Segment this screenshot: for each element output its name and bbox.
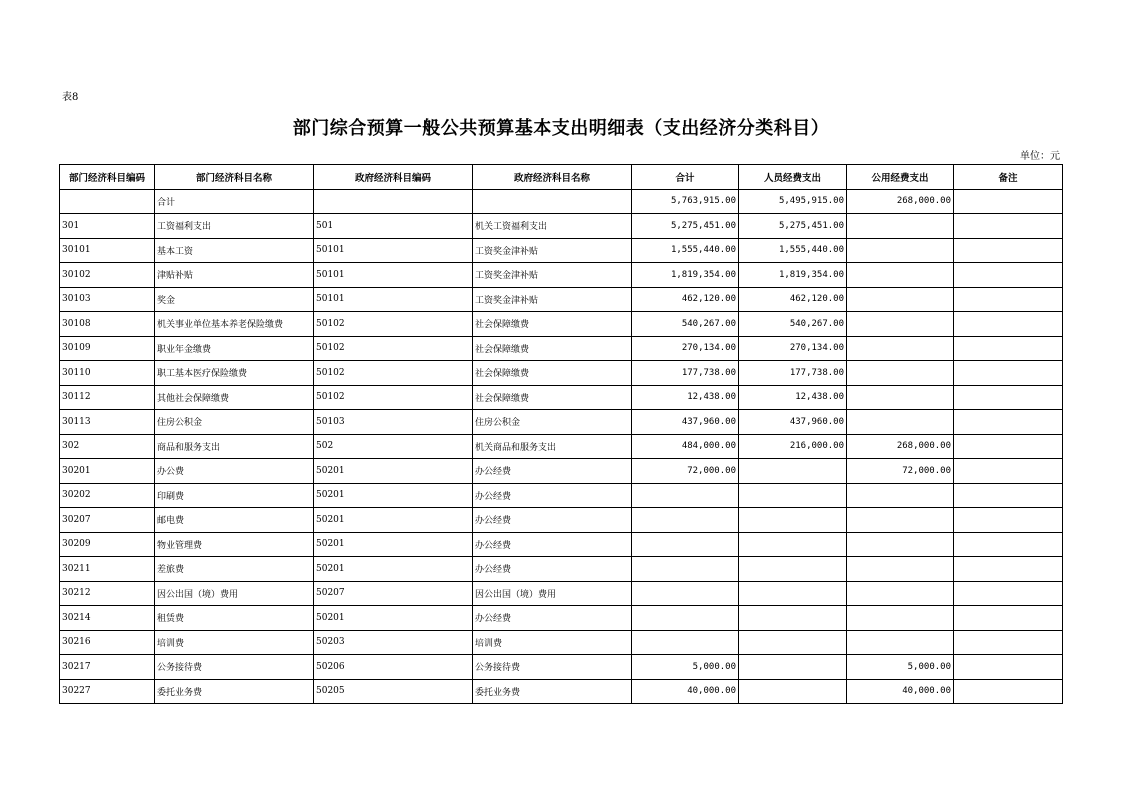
cell-personnel xyxy=(739,459,847,484)
cell-note xyxy=(954,336,1063,361)
cell-total: 540,267.00 xyxy=(632,312,739,337)
cell-personnel: 540,267.00 xyxy=(739,312,847,337)
cell-personnel xyxy=(739,581,847,606)
table-header-row xyxy=(60,165,1063,190)
header-total: 合计 xyxy=(632,165,739,190)
cell-dept-code: 30113 xyxy=(60,410,155,435)
cell-dept-name: 办公费 xyxy=(155,459,314,484)
cell-note xyxy=(954,581,1063,606)
cell-dept-name: 租赁费 xyxy=(155,606,314,631)
cell-personnel xyxy=(739,679,847,704)
cell-note xyxy=(954,434,1063,459)
table-row xyxy=(60,557,1063,582)
cell-gov-name: 培训费 xyxy=(473,630,632,655)
table-row xyxy=(60,214,1063,239)
budget-detail-table xyxy=(59,164,1063,704)
cell-note xyxy=(954,483,1063,508)
cell-dept-name: 因公出国（境）费用 xyxy=(155,581,314,606)
table-row xyxy=(60,410,1063,435)
table-row xyxy=(60,287,1063,312)
header-public: 公用经费支出 xyxy=(847,165,954,190)
cell-dept-code: 30202 xyxy=(60,483,155,508)
cell-note xyxy=(954,557,1063,582)
cell-total: 1,555,440.00 xyxy=(632,238,739,263)
cell-personnel: 12,438.00 xyxy=(739,385,847,410)
cell-gov-code: 50102 xyxy=(314,312,473,337)
header-gov-name: 政府经济科目名称 xyxy=(473,165,632,190)
cell-dept-name: 差旅费 xyxy=(155,557,314,582)
cell-gov-name: 办公经费 xyxy=(473,557,632,582)
cell-public xyxy=(847,312,954,337)
cell-dept-name: 邮电费 xyxy=(155,508,314,533)
cell-total: 5,000.00 xyxy=(632,655,739,680)
cell-note xyxy=(954,459,1063,484)
cell-dept-name: 机关事业单位基本养老保险缴费 xyxy=(155,312,314,337)
cell-public xyxy=(847,238,954,263)
cell-gov-code: 50203 xyxy=(314,630,473,655)
cell-dept-code: 30201 xyxy=(60,459,155,484)
cell-dept-code: 30211 xyxy=(60,557,155,582)
cell-gov-name: 机关商品和服务支出 xyxy=(473,434,632,459)
cell-gov-name: 工资奖金津补贴 xyxy=(473,263,632,288)
table-row xyxy=(60,532,1063,557)
cell-personnel xyxy=(739,508,847,533)
cell-gov-code: 50102 xyxy=(314,361,473,386)
cell-total: 1,819,354.00 xyxy=(632,263,739,288)
table-row xyxy=(60,361,1063,386)
cell-gov-name xyxy=(473,189,632,214)
cell-personnel: 1,555,440.00 xyxy=(739,238,847,263)
cell-gov-code: 50206 xyxy=(314,655,473,680)
header-dept-code: 部门经济科目编码 xyxy=(60,165,155,190)
cell-note xyxy=(954,287,1063,312)
cell-note xyxy=(954,679,1063,704)
table-row xyxy=(60,385,1063,410)
cell-dept-name: 其他社会保障缴费 xyxy=(155,385,314,410)
cell-public xyxy=(847,410,954,435)
table-row xyxy=(60,630,1063,655)
header-personnel: 人员经费支出 xyxy=(739,165,847,190)
cell-total: 12,438.00 xyxy=(632,385,739,410)
cell-gov-name: 办公经费 xyxy=(473,483,632,508)
cell-gov-name: 公务接待费 xyxy=(473,655,632,680)
cell-gov-name: 社会保障缴费 xyxy=(473,385,632,410)
cell-personnel: 437,960.00 xyxy=(739,410,847,435)
cell-dept-name: 商品和服务支出 xyxy=(155,434,314,459)
cell-gov-code: 50101 xyxy=(314,263,473,288)
cell-dept-name: 奖金 xyxy=(155,287,314,312)
cell-personnel xyxy=(739,606,847,631)
cell-total xyxy=(632,581,739,606)
cell-gov-name: 办公经费 xyxy=(473,606,632,631)
cell-public xyxy=(847,263,954,288)
cell-total: 40,000.00 xyxy=(632,679,739,704)
cell-personnel: 5,275,451.00 xyxy=(739,214,847,239)
cell-note xyxy=(954,606,1063,631)
cell-personnel: 1,819,354.00 xyxy=(739,263,847,288)
cell-dept-name: 合计 xyxy=(155,189,314,214)
table-row xyxy=(60,434,1063,459)
cell-gov-code: 50205 xyxy=(314,679,473,704)
cell-dept-code: 30103 xyxy=(60,287,155,312)
cell-gov-name: 办公经费 xyxy=(473,459,632,484)
cell-public xyxy=(847,336,954,361)
cell-gov-code: 502 xyxy=(314,434,473,459)
cell-note xyxy=(954,238,1063,263)
header-note: 备注 xyxy=(954,165,1063,190)
cell-note xyxy=(954,312,1063,337)
cell-dept-name: 职工基本医疗保险缴费 xyxy=(155,361,314,386)
cell-personnel: 177,738.00 xyxy=(739,361,847,386)
cell-dept-code: 30101 xyxy=(60,238,155,263)
cell-gov-name: 办公经费 xyxy=(473,508,632,533)
cell-gov-code: 50102 xyxy=(314,385,473,410)
cell-public: 268,000.00 xyxy=(847,434,954,459)
cell-dept-name: 委托业务费 xyxy=(155,679,314,704)
cell-gov-code xyxy=(314,189,473,214)
table-row xyxy=(60,606,1063,631)
cell-public xyxy=(847,532,954,557)
cell-gov-code: 50201 xyxy=(314,459,473,484)
cell-note xyxy=(954,410,1063,435)
cell-dept-code xyxy=(60,189,155,214)
header-dept-name: 部门经济科目名称 xyxy=(155,165,314,190)
cell-note xyxy=(954,361,1063,386)
cell-total xyxy=(632,508,739,533)
cell-personnel: 216,000.00 xyxy=(739,434,847,459)
cell-dept-name: 工资福利支出 xyxy=(155,214,314,239)
cell-public xyxy=(847,508,954,533)
cell-dept-name: 物业管理费 xyxy=(155,532,314,557)
cell-dept-code: 30212 xyxy=(60,581,155,606)
cell-gov-code: 50101 xyxy=(314,238,473,263)
cell-gov-code: 50207 xyxy=(314,581,473,606)
cell-public: 5,000.00 xyxy=(847,655,954,680)
cell-dept-code: 30209 xyxy=(60,532,155,557)
cell-public xyxy=(847,581,954,606)
header-gov-code: 政府经济科目编码 xyxy=(314,165,473,190)
cell-gov-name: 委托业务费 xyxy=(473,679,632,704)
cell-gov-code: 50201 xyxy=(314,508,473,533)
table-row xyxy=(60,483,1063,508)
table-body xyxy=(60,189,1063,704)
table-row xyxy=(60,336,1063,361)
cell-total: 462,120.00 xyxy=(632,287,739,312)
cell-personnel xyxy=(739,483,847,508)
table-row xyxy=(60,238,1063,263)
cell-gov-name: 社会保障缴费 xyxy=(473,361,632,386)
cell-gov-name: 住房公积金 xyxy=(473,410,632,435)
cell-dept-name: 住房公积金 xyxy=(155,410,314,435)
cell-gov-name: 社会保障缴费 xyxy=(473,336,632,361)
cell-dept-name: 基本工资 xyxy=(155,238,314,263)
cell-gov-code: 50201 xyxy=(314,557,473,582)
cell-dept-code: 30102 xyxy=(60,263,155,288)
cell-gov-code: 50103 xyxy=(314,410,473,435)
cell-personnel xyxy=(739,557,847,582)
cell-dept-code: 30217 xyxy=(60,655,155,680)
table-number: 表8 xyxy=(62,92,79,103)
table-row xyxy=(60,679,1063,704)
cell-gov-name: 工资奖金津补贴 xyxy=(473,238,632,263)
cell-gov-name: 机关工资福利支出 xyxy=(473,214,632,239)
cell-dept-name: 培训费 xyxy=(155,630,314,655)
cell-public xyxy=(847,287,954,312)
cell-dept-name: 印刷费 xyxy=(155,483,314,508)
cell-gov-name: 因公出国（境）费用 xyxy=(473,581,632,606)
cell-note xyxy=(954,263,1063,288)
cell-public: 268,000.00 xyxy=(847,189,954,214)
cell-note xyxy=(954,532,1063,557)
table-row xyxy=(60,581,1063,606)
cell-personnel xyxy=(739,655,847,680)
cell-note xyxy=(954,508,1063,533)
cell-total xyxy=(632,630,739,655)
cell-total: 437,960.00 xyxy=(632,410,739,435)
cell-total: 270,134.00 xyxy=(632,336,739,361)
cell-dept-code: 30214 xyxy=(60,606,155,631)
cell-dept-code: 30216 xyxy=(60,630,155,655)
cell-public xyxy=(847,214,954,239)
cell-gov-code: 50201 xyxy=(314,606,473,631)
cell-total xyxy=(632,557,739,582)
cell-gov-name: 办公经费 xyxy=(473,532,632,557)
cell-public xyxy=(847,385,954,410)
cell-public xyxy=(847,361,954,386)
page-title: 部门综合预算一般公共预算基本支出明细表（支出经济分类科目） xyxy=(292,118,830,139)
cell-personnel: 462,120.00 xyxy=(739,287,847,312)
cell-dept-code: 30227 xyxy=(60,679,155,704)
cell-note xyxy=(954,385,1063,410)
cell-total: 5,763,915.00 xyxy=(632,189,739,214)
cell-note xyxy=(954,214,1063,239)
cell-gov-code: 501 xyxy=(314,214,473,239)
cell-total: 5,275,451.00 xyxy=(632,214,739,239)
cell-total: 177,738.00 xyxy=(632,361,739,386)
cell-public xyxy=(847,557,954,582)
cell-personnel xyxy=(739,630,847,655)
table-row xyxy=(60,508,1063,533)
table-row xyxy=(60,459,1063,484)
cell-note xyxy=(954,189,1063,214)
cell-total xyxy=(632,483,739,508)
cell-dept-code: 30108 xyxy=(60,312,155,337)
cell-dept-code: 30110 xyxy=(60,361,155,386)
cell-gov-code: 50101 xyxy=(314,287,473,312)
cell-gov-code: 50201 xyxy=(314,483,473,508)
table-row xyxy=(60,189,1063,214)
cell-public: 72,000.00 xyxy=(847,459,954,484)
cell-dept-name: 公务接待费 xyxy=(155,655,314,680)
table-row xyxy=(60,312,1063,337)
cell-dept-code: 30112 xyxy=(60,385,155,410)
cell-gov-name: 工资奖金津补贴 xyxy=(473,287,632,312)
table-row xyxy=(60,655,1063,680)
cell-public: 40,000.00 xyxy=(847,679,954,704)
table-row xyxy=(60,263,1063,288)
unit-label: 单位：元 xyxy=(1020,151,1060,162)
cell-personnel: 270,134.00 xyxy=(739,336,847,361)
cell-gov-code: 50102 xyxy=(314,336,473,361)
cell-dept-code: 30207 xyxy=(60,508,155,533)
cell-total: 72,000.00 xyxy=(632,459,739,484)
cell-dept-code: 30109 xyxy=(60,336,155,361)
cell-dept-code: 301 xyxy=(60,214,155,239)
cell-public xyxy=(847,630,954,655)
cell-personnel: 5,495,915.00 xyxy=(739,189,847,214)
cell-total xyxy=(632,606,739,631)
cell-public xyxy=(847,483,954,508)
cell-dept-name: 津贴补贴 xyxy=(155,263,314,288)
cell-note xyxy=(954,655,1063,680)
cell-note xyxy=(954,630,1063,655)
cell-gov-code: 50201 xyxy=(314,532,473,557)
cell-total: 484,000.00 xyxy=(632,434,739,459)
cell-dept-name: 职业年金缴费 xyxy=(155,336,314,361)
cell-total xyxy=(632,532,739,557)
cell-gov-name: 社会保障缴费 xyxy=(473,312,632,337)
cell-personnel xyxy=(739,532,847,557)
cell-dept-code: 302 xyxy=(60,434,155,459)
cell-public xyxy=(847,606,954,631)
